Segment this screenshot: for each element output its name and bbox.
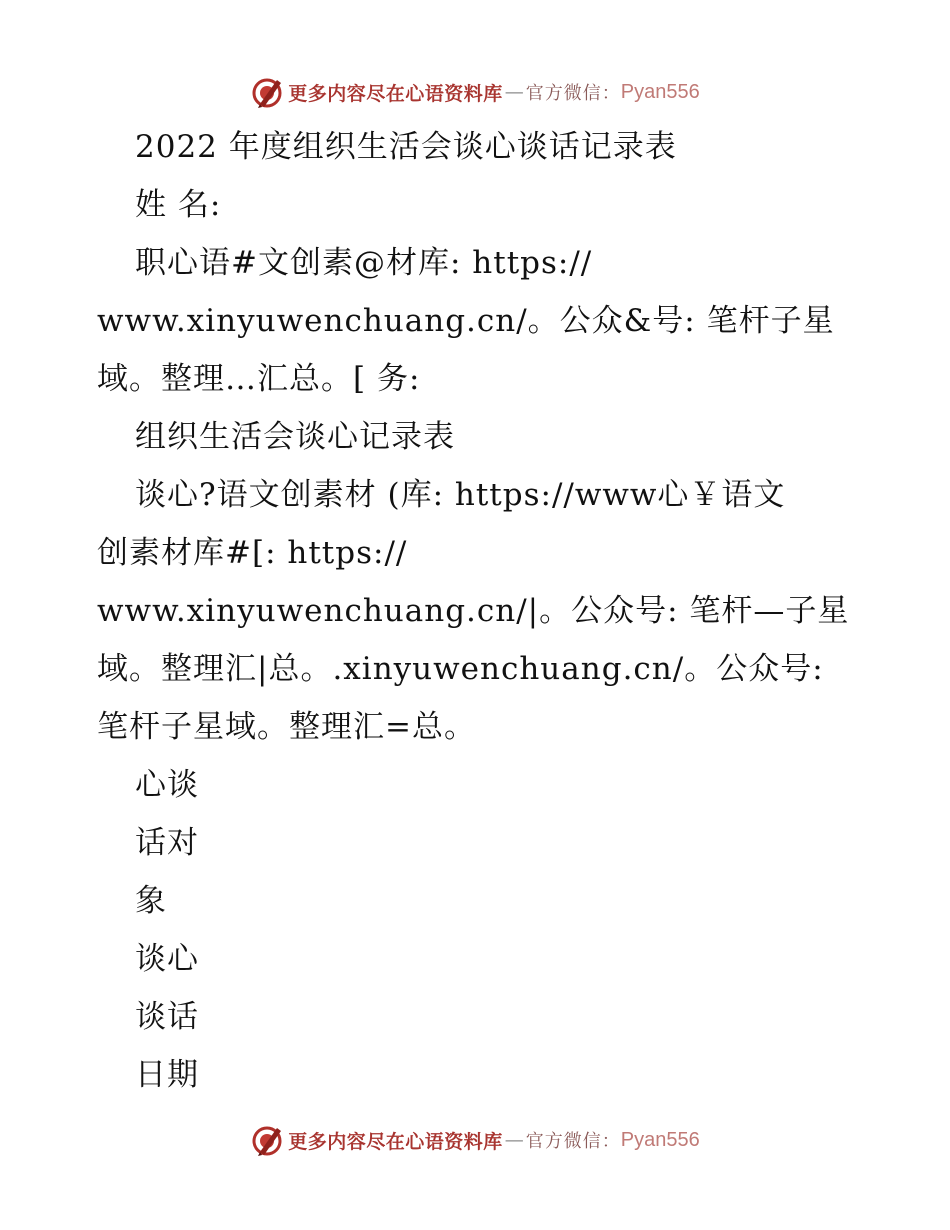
footer-banner-text: 更多内容尽在心语资料库	[288, 1130, 503, 1153]
header-wechat-label: 官方微信：	[525, 83, 621, 104]
header-banner-separator: —	[504, 81, 524, 103]
text-line: 域。整理…汇总。[ 务:	[97, 361, 421, 397]
name-field-label: 姓 名:	[135, 187, 222, 223]
pen-logo-icon	[250, 74, 286, 110]
footer-banner-separator: —	[504, 1129, 524, 1151]
table-label: 谈话	[135, 999, 199, 1035]
document-title: 2022 年度组织生活会谈心谈话记录表	[135, 129, 677, 165]
table-label: 心谈	[135, 767, 199, 803]
text-line: 职心语#文创素@材库: https://	[135, 245, 593, 281]
header-wechat-id: Pyan556	[620, 80, 700, 103]
footer-banner	[0, 1120, 950, 1160]
footer-banner-content	[250, 1122, 699, 1158]
table-label: 日期	[135, 1057, 199, 1093]
text-line: 域。整理汇|总。.xinyuwenchuang.cn/。公众号:	[97, 651, 824, 687]
text-line: www.xinyuwenchuang.cn/。公众&号: 笔杆子星	[97, 303, 835, 339]
table-label: 谈心	[135, 941, 199, 977]
document-body	[97, 118, 850, 1104]
footer-wechat-id: Pyan556	[620, 1128, 700, 1151]
text-line: 谈心?语文创素材 (库: https://www心￥语文	[135, 477, 786, 513]
text-line: www.xinyuwenchuang.cn/|。公众号: 笔杆—子星	[97, 593, 850, 629]
pen-logo-icon	[250, 1122, 286, 1158]
header-banner-text: 更多内容尽在心语资料库	[288, 82, 503, 105]
section-heading: 组织生活会谈心记录表	[135, 419, 455, 455]
text-line: 笔杆子星域。整理汇=总。	[97, 709, 476, 745]
table-label: 话对	[135, 825, 199, 861]
header-banner	[0, 72, 950, 112]
footer-wechat-label: 官方微信：	[525, 1131, 621, 1152]
table-label: 象	[135, 883, 167, 919]
header-banner-content	[250, 74, 699, 110]
text-line: 创素材库#[: https://	[97, 535, 408, 571]
